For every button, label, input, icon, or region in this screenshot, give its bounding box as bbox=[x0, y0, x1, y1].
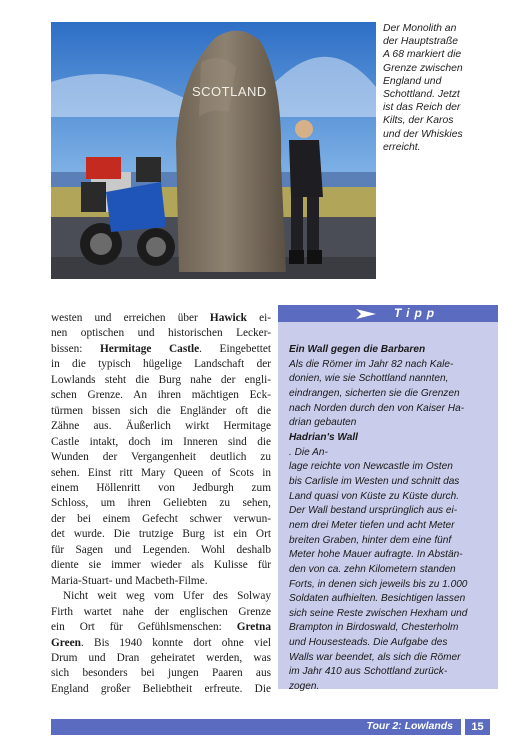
place-gretna-green-1: Gretna bbox=[236, 621, 271, 634]
tipp-line: im Jahr 410 aus Schottland zurück- bbox=[289, 666, 448, 678]
tipp-line: breiten Graben, hinter dem eine fünf bbox=[289, 534, 452, 546]
tipp-line: Als die Römer im Jahr 82 nach Kale- bbox=[289, 358, 454, 370]
body-line: Lowlands steht die Burg nahe der engli- bbox=[51, 373, 271, 386]
body-line: Schloss, um ihren Geliebten zu sehen, bbox=[51, 497, 271, 510]
tipp-line: Meter hohe Mauer aufragte. In Abstän- bbox=[289, 549, 463, 561]
body-line: Zähne aus. Äußerlich wirkt Hermitage bbox=[51, 420, 271, 433]
caption-line: erreicht. bbox=[383, 141, 421, 153]
body-line: schen Grenze. An ihren mächtigen Eck- bbox=[51, 389, 271, 402]
body-line: ein Ort für Gefühlsmenschen: Gretna bbox=[51, 621, 271, 634]
tipp-header bbox=[278, 305, 498, 322]
body-line: Firth wartet nahe der englischen Grenze bbox=[51, 605, 271, 618]
body-line: sehen. Einst ritt Mary Queen of Scots in bbox=[51, 466, 271, 479]
tipp-line: lage reichte von Newcastle im Osten bbox=[289, 461, 453, 473]
chapter-label: Tour 2: Lowlands bbox=[366, 720, 453, 732]
tipp-line: bis Carlisle im Westen und schnitt das bbox=[289, 475, 460, 487]
body-line: Castle intakt, doch im Inneren sind die bbox=[51, 435, 271, 448]
tipp-text bbox=[289, 343, 489, 695]
caption-line: Schottland. Jetzt bbox=[383, 89, 460, 101]
stone-inscription: SCOTLAND bbox=[192, 84, 267, 99]
caption-line: Kilts, der Karos bbox=[383, 115, 454, 127]
body-line: det wurde. Die trutzige Burg ist ein Ort bbox=[51, 528, 271, 541]
monolith-photo bbox=[51, 22, 376, 279]
hadrians-wall: Hadrian's Wall bbox=[289, 431, 358, 443]
tipp-label: Tipp bbox=[394, 306, 440, 320]
tipp-line: Brampton in Birdoswald, Chesterholm bbox=[289, 622, 459, 634]
body-line: türmen bissen sich die Engländer oft die bbox=[51, 404, 271, 417]
monolith-illustration bbox=[51, 22, 376, 279]
caption-line: der Hauptstraße bbox=[383, 36, 459, 48]
body-line: Green. Bis 1940 konnte dort ohne viel bbox=[51, 636, 271, 649]
body-line: nen optischen und historischen Lecker- bbox=[51, 327, 271, 340]
tipp-line: Soldaten aufhielten. Besichtigen lassen bbox=[289, 593, 466, 605]
tipp-line: Land quasi von Küste zu Küste durch. bbox=[289, 490, 460, 502]
arrow-right-icon bbox=[356, 309, 376, 319]
body-line: in die typisch hügelige Landschaft der bbox=[51, 358, 271, 371]
tipp-line: drian gebauten Hadrian's Wall . Die An- bbox=[289, 417, 358, 458]
tipp-line: nem drei Meter tiefen und acht Meter bbox=[289, 519, 455, 531]
caption-line: Grenze zwischen bbox=[383, 62, 463, 74]
body-line: England großer Beliebtheit erfreute. Die bbox=[51, 682, 271, 695]
tipp-line: den von ca. zehn Kilometern standen bbox=[289, 563, 456, 575]
place-gretna-green-2: Green bbox=[51, 636, 81, 649]
body-line: Drum und Dran geheiratet werden, was bbox=[51, 651, 271, 664]
body-line: Maria-Stuart- und Macbeth-Filme. bbox=[51, 574, 208, 587]
place-hawick: Hawick bbox=[209, 312, 247, 324]
article-body bbox=[51, 311, 271, 697]
body-line: der bei einem Gefecht schwer verwun- bbox=[51, 512, 271, 525]
place-hermitage-castle: Hermitage Castle bbox=[99, 342, 200, 355]
tipp-line: eindrangen, sicherten sie die Grenzen bbox=[289, 387, 460, 399]
body-line: diente sie immer wieder als Kulisse für bbox=[51, 559, 271, 572]
body-line: für Sagen und Legenden. Wohl deshalb bbox=[51, 543, 271, 556]
body-line: Wunden der Vergangenheit deutlich zu bbox=[51, 451, 271, 464]
tipp-title: Ein Wall gegen die Barbaren bbox=[289, 344, 426, 355]
body-line: Nicht weit weg vom Ufer des Solway bbox=[63, 590, 271, 603]
tipp-line: Walls war beendet, als sich die Römer bbox=[289, 651, 461, 663]
caption-line: England und bbox=[383, 75, 442, 87]
tipp-line: nach Norden durch den von Kaiser Ha- bbox=[289, 402, 465, 414]
caption-line: Der Monolith an bbox=[383, 23, 457, 34]
tipp-line: zogen. bbox=[289, 681, 320, 693]
tipp-line: und Housesteads. Die Aufgabe des bbox=[289, 637, 448, 649]
footer-bar bbox=[51, 719, 461, 735]
body-line: sich besonders bei jungen Paaren aus bbox=[51, 667, 271, 680]
tipp-line: Der Wall bestand ursprünglich aus ei- bbox=[289, 505, 458, 517]
tipp-line: Forts, in denen sich jeweils bis zu 1.000 bbox=[289, 578, 468, 590]
caption-line: A 68 markiert die bbox=[383, 49, 462, 61]
page-number: 15 bbox=[465, 719, 490, 735]
body-line: bissen: Hermitage Castle. Eingebettet bbox=[51, 342, 271, 355]
tipp-line: donien, wie sie Schottland nannten, bbox=[289, 373, 449, 385]
caption-line: ist das Reich der bbox=[383, 102, 461, 114]
tipp-line: sich seine Reste zwischen Hexham und bbox=[289, 607, 468, 619]
body-line: westen und erreichen über Hawick ei- bbox=[51, 312, 271, 324]
photo-caption bbox=[383, 22, 495, 154]
body-line: einem Höllenritt von Jedburgh zum bbox=[51, 481, 271, 494]
caption-line: und der Whiskies bbox=[383, 128, 463, 140]
